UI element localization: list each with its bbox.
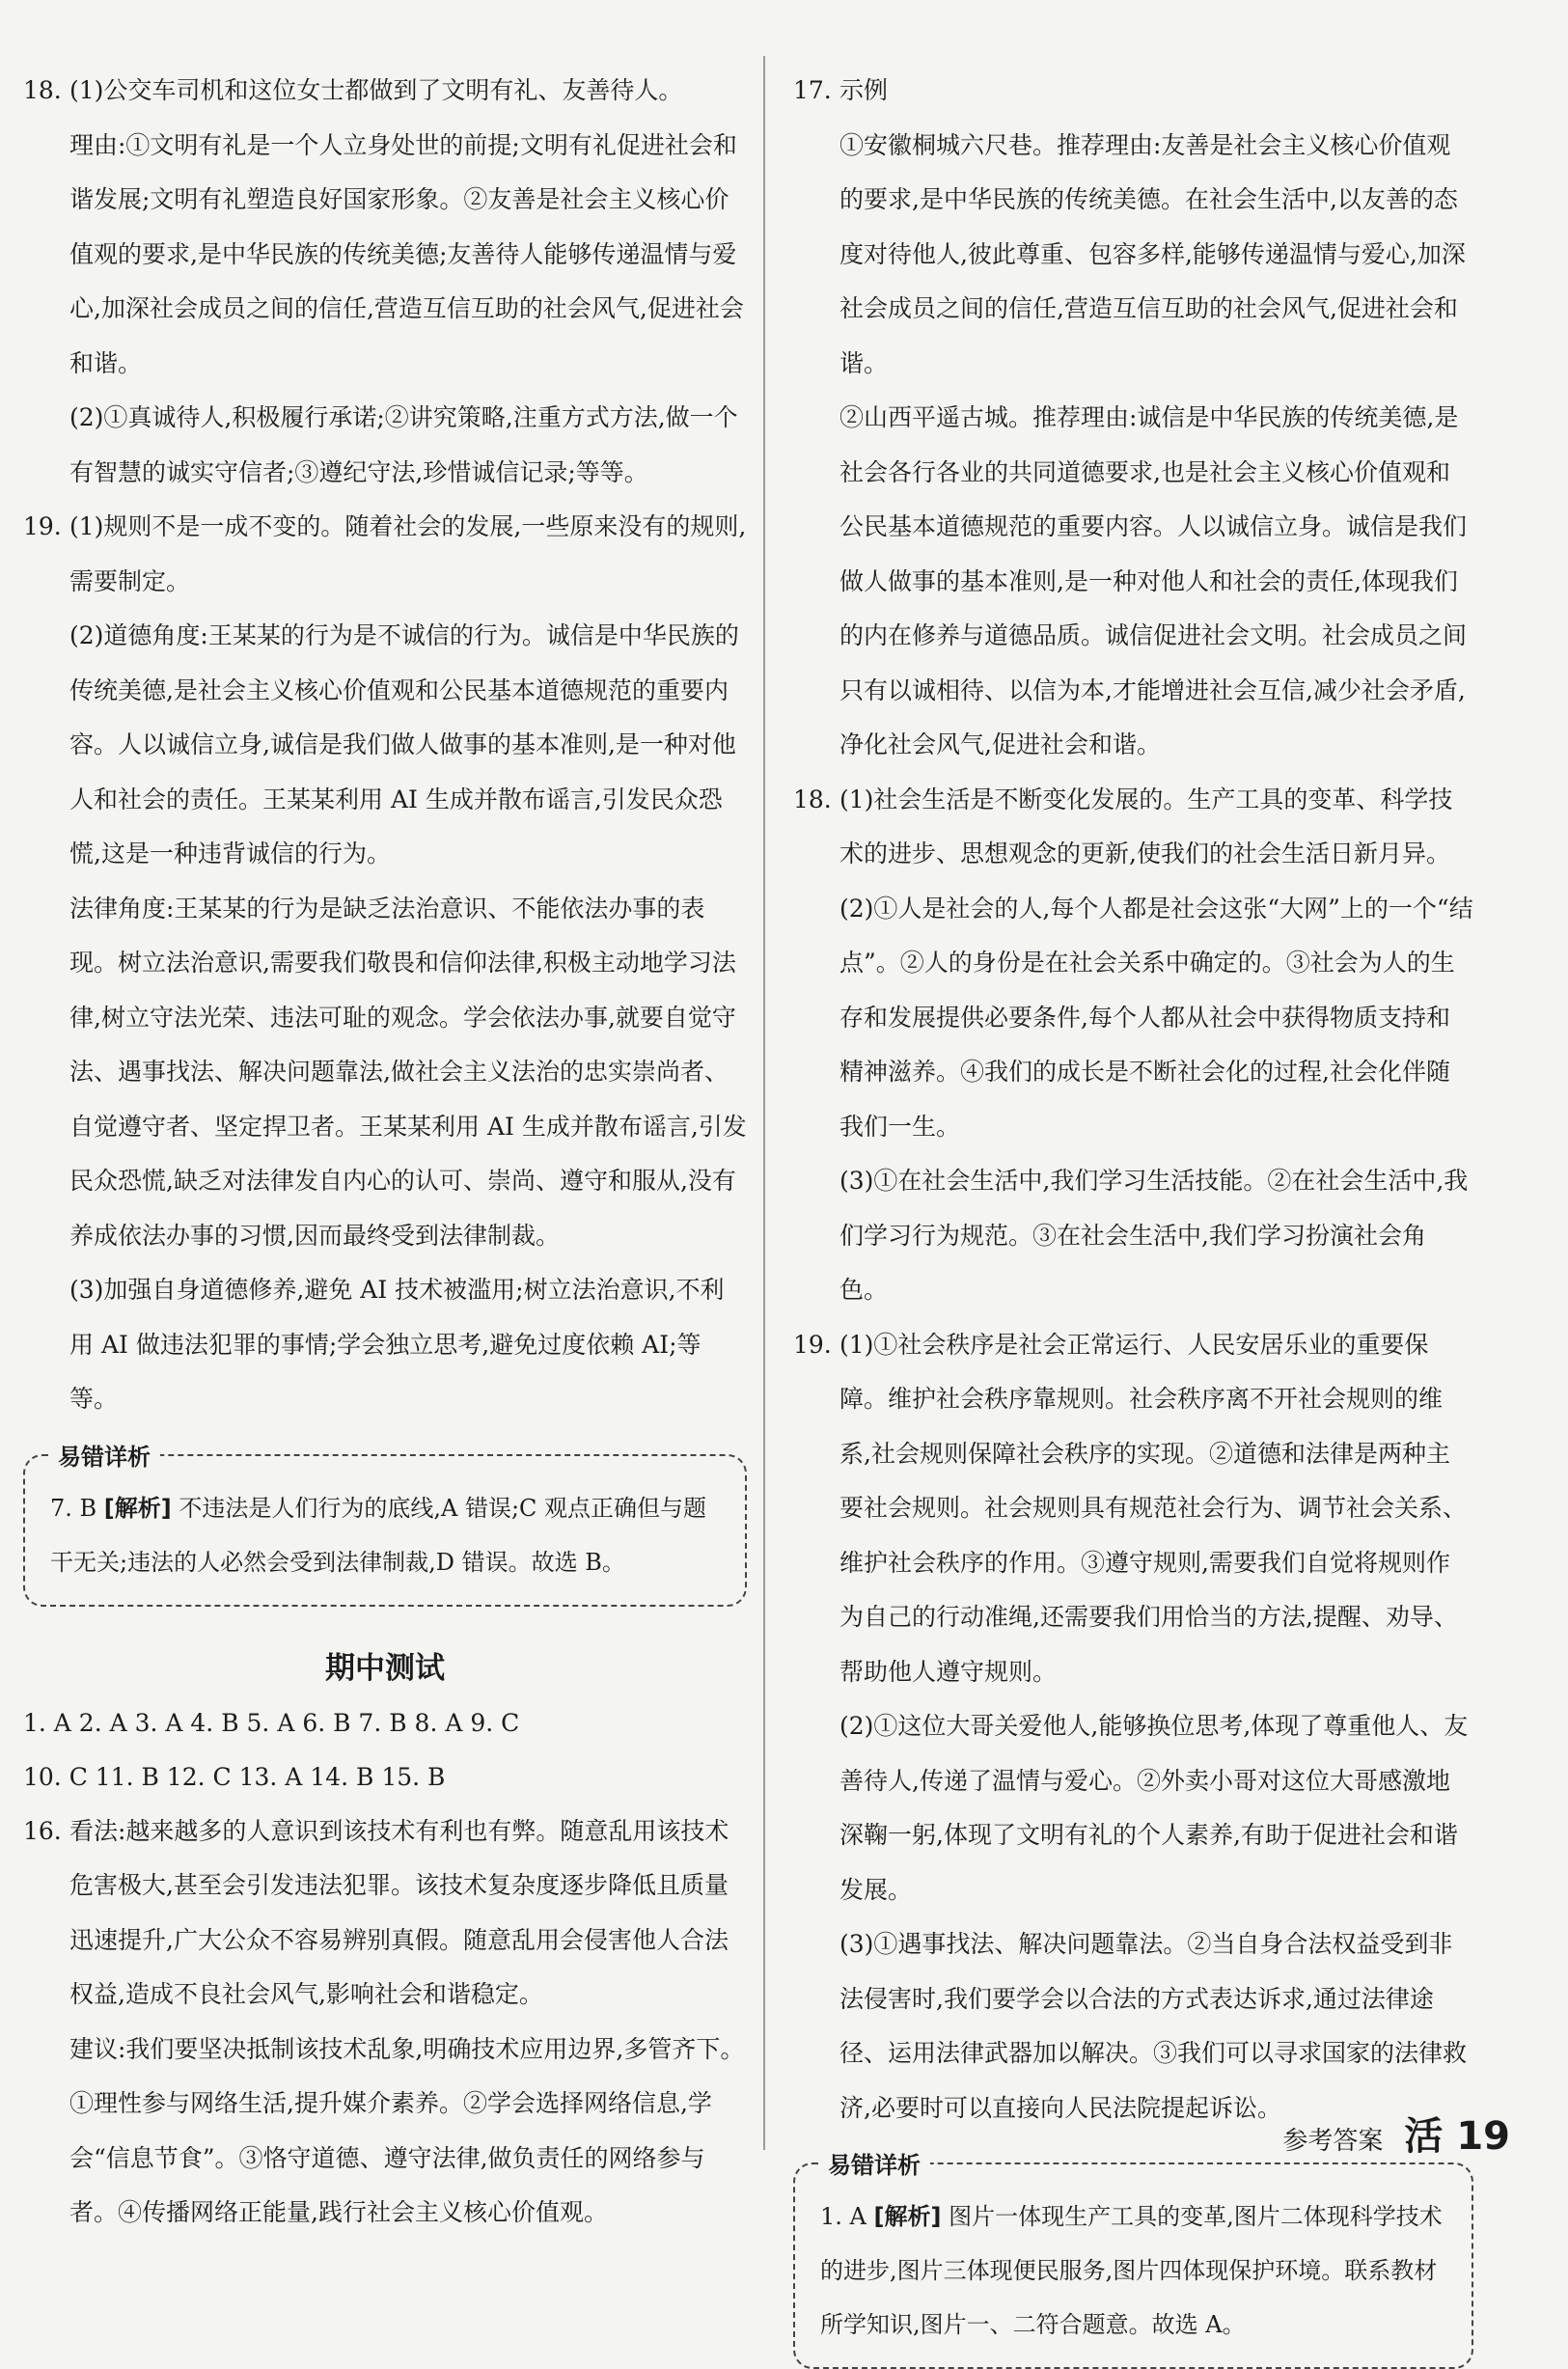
question-18: [23, 64, 747, 500]
answer-paragraph: (2)①真诚待人,积极履行承诺;②讲究策略,注重方式方法,做一个有智慧的诚实守信者;③遵纪守法,珍惜诚信记录;等等。: [69, 403, 738, 486]
analysis-tag: [解析]: [873, 2203, 942, 2230]
answer-paragraph: 法律角度:王某某的行为是缺乏法治意识、不能依法办事的表现。树立法治意识,需要我们敬畏和信仰法律,积极主动地学习法律,树立守法光荣、违法可耻的观念。学会依法办事,就要自觉守法、遇事找法、解决问题靠法,做社会主义法治的忠实崇尚者、自觉遵守者、坚定捍卫者。王某某利用 AI 生成并散布谣言,引发民众恐慌,缺乏对法律发自内心的认可、崇尚、遵守和服从,没有养成依法办事的习惯,因而最终受到法律制裁。: [69, 894, 747, 1250]
error-analysis-text: [50, 1481, 724, 1589]
answer-paragraph: (1)①社会秩序是社会正常运行、人民安居乐业的重要保障。维护社会秩序靠规则。社会秩序离不开社会规则的维系,社会规则保障社会秩序的实现。②道德和法律是两种主要社会规则。社会规则具有规范社会行为、调节社会关系、维护社会秩序的作用。③遵守规则,需要我们自觉将规则作为自己的行动准绳,还需要我们用恰当的方法,提醒、劝导、帮助他人遵守规则。: [839, 1330, 1468, 1686]
tip-prefix: 1. A: [820, 2203, 874, 2230]
question-number: 19.: [793, 1330, 832, 1359]
page-number: 活 19: [1404, 2114, 1510, 2159]
answers-row: 10. C 11. B 12. C 13. A 14. B 15. B: [23, 1762, 446, 1791]
multiple-choice-answers: [23, 1696, 747, 1804]
answer-paragraph: 建议:我们要坚决抵制该技术乱象,明确技术应用边界,多管齐下。①理性参与网络生活,提升媒介素养。②学会选择网络信息,学会“信息节食”。③恪守道德、遵守法律,做负责任的网络参与者。④传播网络正能量,践行社会主义核心价值观。: [69, 2034, 745, 2226]
tip-body: 不违法是人们行为的底线,A 错误;C 观点正确但与题干无关;违法的人必然会受到法律制裁,D 错误。故选 B。: [50, 1494, 707, 1576]
page-footer: [1282, 2106, 1510, 2161]
answer-paragraph: ②山西平遥古城。推荐理由:诚信是中华民族的传统美德,是社会各行各业的共同道德要求,也是社会主义核心价值观和公民基本道德规范的重要内容。人以诚信立身。诚信是我们做人做事的基本准则,是一种对他人和社会的责任,体现我们的内在修养与道德品质。诚信促进社会文明。社会成员之间只有以诚相待、以信为本,才能增进社会互信,减少社会矛盾,净化社会风气,促进社会和谐。: [839, 403, 1468, 758]
answer-paragraph: (3)①在社会生活中,我们学习生活技能。②在社会生活中,我们学习行为规范。③在社会生活中,我们学习扮演社会角色。: [839, 1167, 1469, 1304]
answer-paragraph: (1)规则不是一成不变的。随着社会的发展,一些原来没有的规则,需要制定。: [69, 512, 747, 595]
error-analysis-text: [820, 2190, 1450, 2352]
answer-paragraph: (2)①这位大哥关爱他人,能够换位思考,体现了尊重他人、友善待人,传递了温情与爱心。②外卖小哥对这位大哥感激地深鞠一躬,体现了文明有礼的个人素养,有助于促进社会和谐发展。: [839, 1712, 1469, 1904]
error-analysis-label: 易错详析: [818, 2146, 930, 2180]
answer-paragraph: (1)公交车司机和这位女士都做到了文明有礼、友善待人。: [69, 76, 683, 104]
question-number: 17.: [793, 76, 832, 104]
answer-title: 示例: [839, 76, 889, 104]
error-analysis-label: 易错详析: [48, 1438, 160, 1472]
section-title: 期中测试: [325, 1650, 445, 1686]
answer-paragraph: (2)①人是社会的人,每个人都是社会这张“大网”上的一个“结点”。②人的身份是在社会关系中确定的。③社会为人的生存和发展提供必要条件,每个人都从社会中获得物质支持和精神滋养。④我们的成长是不断社会化的过程,社会化伴随我们一生。: [839, 894, 1473, 1141]
answer-paragraph: 看法:越来越多的人意识到该技术有利也有弊。随意乱用该技术危害极大,甚至会引发违法犯罪。该技术复杂度逐步降低且质量迅速提升,广大公众不容易辨别真假。随意乱用会侵害他人合法权益,造成不良社会风气,影响社会和谐稳定。: [69, 1816, 729, 2008]
tip-prefix: 7. B: [50, 1494, 104, 1522]
footer-label: 参考答案: [1282, 2127, 1384, 2156]
question-19: [793, 1318, 1473, 2136]
question-18: [793, 773, 1473, 1318]
column-divider: [763, 56, 765, 2150]
question-number: 19.: [23, 512, 62, 540]
question-number: 16.: [23, 1816, 62, 1845]
answer-paragraph: (1)社会生活是不断变化发展的。生产工具的变革、科学技术的进步、思想观念的更新,使我们的社会生活日新月异。: [839, 785, 1453, 868]
answer-paragraph: (3)加强自身道德修养,避免 AI 技术被滥用;树立法治意识,不利用 AI 做违法犯罪的事情;学会独立思考,避免过度依赖 AI;等等。: [69, 1276, 725, 1413]
analysis-tag: [解析]: [103, 1494, 172, 1522]
left-column: [23, 64, 747, 2241]
answers-row: 1. A 2. A 3. A 4. B 5. A 6. B 7. B 8. A 9. C: [23, 1708, 520, 1737]
tip-body: 图片一体现生产工具的变革,图片二体现科学技术的进步,图片三体现便民服务,图片四体现保护环境。联系教材所学知识,图片一、二符合题意。故选 A。: [820, 2203, 1443, 2338]
error-analysis-box: [793, 2152, 1473, 2369]
question-17: [793, 64, 1473, 773]
answer-paragraph: (2)道德角度:王某某的行为是不诚信的行为。诚信是中华民族的传统美德,是社会主义核心价值观和公民基本道德规范的重要内容。人以诚信立身,诚信是我们做人做事的基本准则,是一种对他人和社会的责任。王某某利用 AI 生成并散布谣言,引发民众恐慌,这是一种违背诚信的行为。: [69, 621, 739, 868]
answer-paragraph: ①安徽桐城六尺巷。推荐理由:友善是社会主义核心价值观的要求,是中华民族的传统美德。在社会生活中,以友善的态度对待他人,彼此尊重、包容多样,能够传递温情与爱心,加深社会成员之间的信任,营造互信互助的社会风气,促进社会和谐。: [839, 130, 1466, 377]
error-analysis-box: [23, 1443, 747, 1607]
question-19: [23, 500, 747, 1427]
question-number: 18.: [793, 785, 832, 813]
answer-paragraph: (3)①遇事找法、解决问题靠法。②当自身合法权益受到非法侵害时,我们要学会以合法的方式表达诉求,通过法律途径、运用法律武器加以解决。③我们可以寻求国家的法律救济,必要时可以直接向人民法院提起诉讼。: [839, 1930, 1468, 2122]
answer-paragraph: 理由:①文明有礼是一个人立身处世的前提;文明有礼促进社会和谐发展;文明有礼塑造良好国家形象。②友善是社会主义核心价值观的要求,是中华民族的传统美德;友善待人能够传递温情与爱心,加深社会成员之间的信任,营造互信互助的社会风气,促进社会和谐。: [69, 130, 744, 377]
question-number: 18.: [23, 76, 62, 104]
right-column: [793, 64, 1473, 2369]
question-16: [23, 1804, 747, 2241]
